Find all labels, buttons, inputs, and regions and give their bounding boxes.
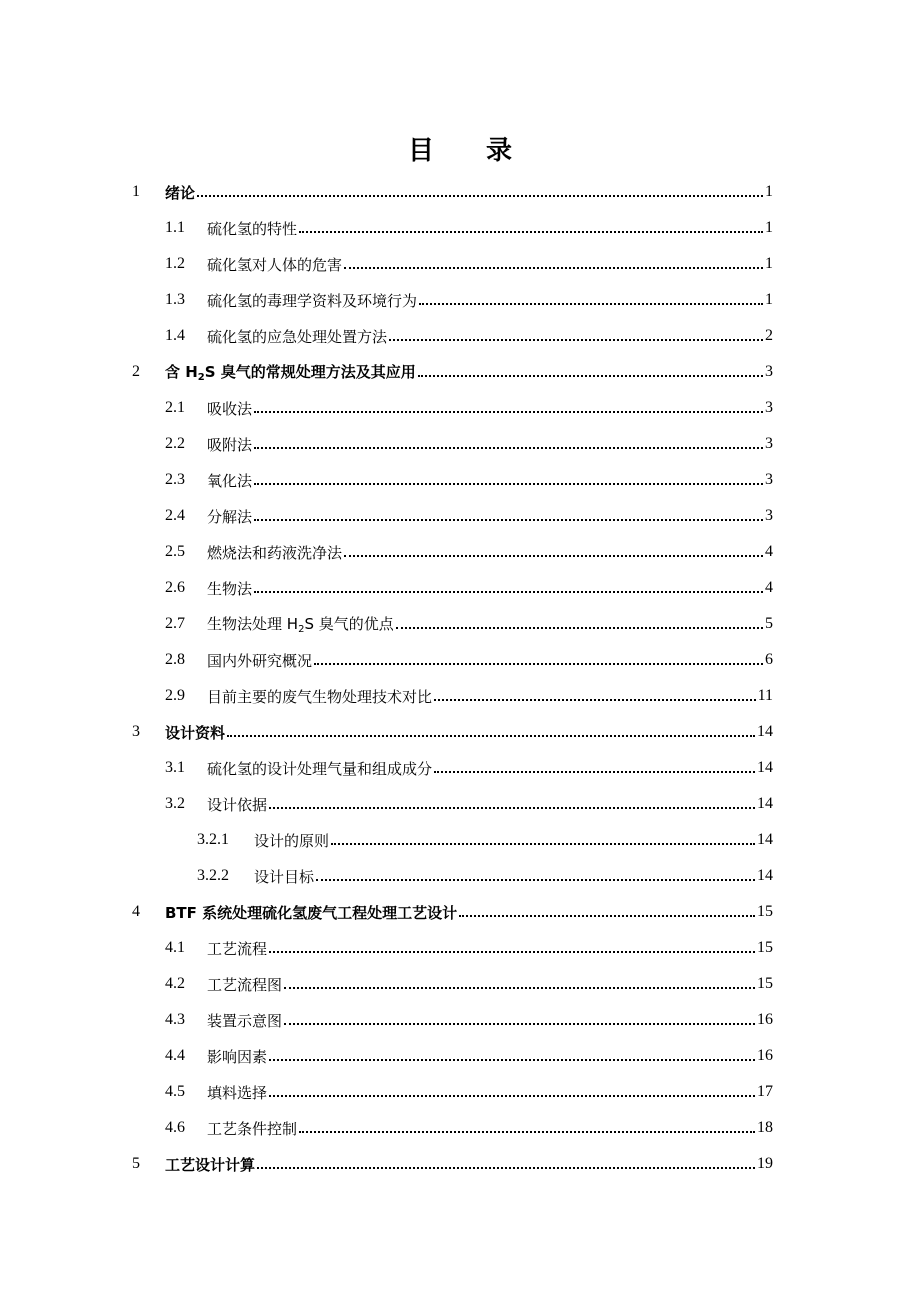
toc-entry[interactable] (165, 462, 773, 498)
toc-dot-leader (284, 986, 755, 989)
toc-entry-title: 燃烧法和药液洗净法 (207, 543, 343, 562)
toc-entry-title-subscript: 2 (197, 372, 205, 383)
toc-entry-number: 4.1 (165, 939, 185, 956)
toc-entry-page: 1 (765, 183, 773, 200)
toc-entry-title: 吸收法 (207, 399, 253, 418)
toc-entry[interactable] (165, 570, 773, 606)
toc-entry-number: 2.9 (165, 687, 185, 704)
toc-entry-title: 填料选择 (207, 1083, 268, 1102)
toc-entry-title: 影响因素 (207, 1047, 268, 1066)
toc-entry-page: 3 (765, 399, 773, 416)
toc-entry-title-part: 含 H (165, 363, 198, 381)
toc-entry[interactable] (165, 246, 773, 282)
toc-entry[interactable] (165, 390, 773, 426)
toc-entry-number: 2.8 (165, 651, 185, 668)
toc-entry-number: 1.3 (165, 291, 185, 308)
toc-dot-leader (314, 662, 763, 665)
toc-entry-title: 设计资料 (165, 723, 226, 742)
toc-entry-page: 14 (757, 723, 773, 740)
toc-entry[interactable] (165, 498, 773, 534)
toc-dot-leader (418, 374, 763, 377)
toc-dot-leader (254, 518, 763, 521)
toc-dot-leader (197, 194, 763, 197)
toc-entry-number: 4.2 (165, 975, 185, 992)
toc-entry-page: 3 (765, 363, 773, 380)
toc-dot-leader (316, 878, 755, 881)
toc-entry[interactable] (165, 642, 773, 678)
toc-entry[interactable] (132, 354, 773, 390)
toc-entry-number: 3.2.2 (197, 867, 229, 884)
toc-dot-leader (257, 1166, 755, 1169)
toc-entry-page: 19 (757, 1155, 773, 1172)
toc-entry-title: 设计的原则 (254, 831, 330, 850)
toc-entry-title: 设计目标 (254, 867, 315, 886)
toc-dot-leader (419, 302, 763, 305)
toc-entry[interactable] (165, 1038, 773, 1074)
toc-entry-title: BTF 系统处理硫化氢废气工程处理工艺设计 (165, 903, 458, 922)
toc-entry-page: 16 (757, 1047, 773, 1064)
toc-entry-page: 1 (765, 291, 773, 308)
toc-entry-page: 3 (765, 435, 773, 452)
toc-entry-number: 2 (132, 363, 140, 380)
toc-entry-page: 14 (757, 831, 773, 848)
toc-dot-leader (396, 626, 763, 629)
toc-entry-title-part: 生物法处理 H (207, 615, 299, 633)
toc-entry[interactable] (165, 318, 773, 354)
toc-entry-page: 11 (757, 687, 773, 704)
toc-dot-leader (331, 842, 755, 845)
toc-dot-leader (299, 230, 763, 233)
toc-entry[interactable] (165, 282, 773, 318)
toc-entry-number: 4 (132, 903, 140, 920)
toc-entry-title: 工艺流程 (207, 939, 268, 958)
toc-dot-leader (389, 338, 763, 341)
toc-entry-title-part: S 臭气的常规处理方法及其应用 (204, 363, 416, 381)
toc-dot-leader (344, 554, 763, 557)
toc-entry-title: 分解法 (207, 507, 253, 526)
toc-dot-leader (254, 590, 763, 593)
toc-entry-title (165, 361, 416, 383)
toc-entry[interactable] (197, 858, 773, 894)
toc-dot-leader (254, 482, 763, 485)
toc-entry-page: 1 (765, 255, 773, 272)
toc-entry[interactable] (132, 894, 773, 930)
toc-entry-page: 18 (757, 1119, 773, 1136)
toc-entry-page: 3 (765, 507, 773, 524)
toc-entry[interactable] (165, 750, 773, 786)
toc-entry[interactable] (132, 714, 773, 750)
toc-dot-leader (284, 1022, 755, 1025)
toc-entry-title: 硫化氢的应急处理处置方法 (207, 327, 388, 346)
toc-entry-number: 2.3 (165, 471, 185, 488)
toc-dot-leader (434, 770, 755, 773)
toc-dot-leader (299, 1130, 755, 1133)
toc-dot-leader (269, 806, 755, 809)
toc-entry-title (207, 613, 394, 635)
toc-entry-page: 16 (757, 1011, 773, 1028)
toc-title-right: 录 (486, 136, 513, 166)
toc-entry-page: 15 (757, 975, 773, 992)
toc-entry[interactable] (165, 534, 773, 570)
toc-title (0, 130, 920, 167)
toc-entry-title: 生物法 (207, 579, 253, 598)
toc-entry-number: 1.4 (165, 327, 185, 344)
toc-entry[interactable] (165, 1074, 773, 1110)
toc-entry-number: 1.1 (165, 219, 185, 236)
toc-entry-page: 15 (757, 939, 773, 956)
toc-entry[interactable] (165, 1002, 773, 1038)
toc-entry-title: 硫化氢的特性 (207, 219, 298, 238)
toc-entry-title: 目前主要的废气生物处理技术对比 (207, 687, 433, 706)
toc-dot-leader (254, 446, 763, 449)
toc-entry-page: 4 (765, 543, 773, 560)
toc-entry-title: 吸附法 (207, 435, 253, 454)
toc-entry-title: 绪论 (165, 183, 196, 202)
toc-entry-title: 工艺设计计算 (165, 1155, 256, 1174)
toc-entry[interactable] (197, 822, 773, 858)
toc-entry-page: 14 (757, 795, 773, 812)
toc-entry-number: 2.6 (165, 579, 185, 596)
toc-entry-page: 17 (757, 1083, 773, 1100)
toc-entry[interactable] (165, 426, 773, 462)
toc-entry-number: 1.2 (165, 255, 185, 272)
toc-entry[interactable] (132, 174, 773, 210)
toc-entry-title: 工艺条件控制 (207, 1119, 298, 1138)
toc-entry-number: 2.5 (165, 543, 185, 560)
toc-entry-page: 14 (757, 867, 773, 884)
toc-dot-leader (269, 1058, 755, 1061)
toc-entry-number: 2.1 (165, 399, 185, 416)
toc-entry-page: 15 (757, 903, 773, 920)
toc-entry-number: 3.2 (165, 795, 185, 812)
toc-dot-leader (269, 1094, 755, 1097)
toc-entry-title-part: S 臭气的优点 (304, 615, 394, 633)
toc-entry[interactable] (165, 210, 773, 246)
toc-entry-number: 4.5 (165, 1083, 185, 1100)
toc-dot-leader (227, 734, 755, 737)
toc-entry-number: 4.3 (165, 1011, 185, 1028)
toc-dot-leader (459, 914, 755, 917)
toc-entry-title: 硫化氢对人体的危害 (207, 255, 343, 274)
toc-entry-title: 氧化法 (207, 471, 253, 490)
toc-entry[interactable] (165, 678, 773, 714)
toc-entry-number: 5 (132, 1155, 140, 1172)
toc-entry-page: 1 (765, 219, 773, 236)
toc-entry-number: 2.7 (165, 615, 185, 632)
toc-entry[interactable] (165, 930, 773, 966)
toc-entry-title-subscript: 2 (298, 624, 305, 635)
toc-entry[interactable] (165, 786, 773, 822)
toc-entry-title: 工艺流程图 (207, 975, 283, 994)
toc-entry-number: 2.2 (165, 435, 185, 452)
toc-entry-page: 5 (765, 615, 773, 632)
toc-entry-number: 4.6 (165, 1119, 185, 1136)
toc-entry-number: 3.2.1 (197, 831, 229, 848)
toc-entry-number: 3.1 (165, 759, 185, 776)
toc-dot-leader (434, 698, 756, 701)
toc-entry-title: 硫化氢的设计处理气量和组成成分 (207, 759, 433, 778)
toc-dot-leader (254, 410, 763, 413)
toc-entry[interactable] (165, 1110, 773, 1146)
toc-entry-page: 6 (765, 651, 773, 668)
toc-entry[interactable] (165, 966, 773, 1002)
toc-entry-page: 4 (765, 579, 773, 596)
toc-title-left: 目 (407, 136, 434, 166)
toc-entry-page: 14 (757, 759, 773, 776)
toc-entry-page: 2 (765, 327, 773, 344)
toc-entry[interactable] (132, 1146, 773, 1182)
toc-entry-number: 1 (132, 183, 140, 200)
toc-entry-title: 硫化氢的毒理学资料及环境行为 (207, 291, 418, 310)
toc-entry-page: 3 (765, 471, 773, 488)
toc-entry-number: 4.4 (165, 1047, 185, 1064)
toc-entry-number: 3 (132, 723, 140, 740)
toc-dot-leader (269, 950, 755, 953)
toc-entry-number: 2.4 (165, 507, 185, 524)
toc-entry-title: 国内外研究概况 (207, 651, 313, 670)
toc-entry-title: 装置示意图 (207, 1011, 283, 1030)
toc-entry-title: 设计依据 (207, 795, 268, 814)
toc-entry[interactable] (165, 606, 773, 642)
toc-dot-leader (344, 266, 763, 269)
